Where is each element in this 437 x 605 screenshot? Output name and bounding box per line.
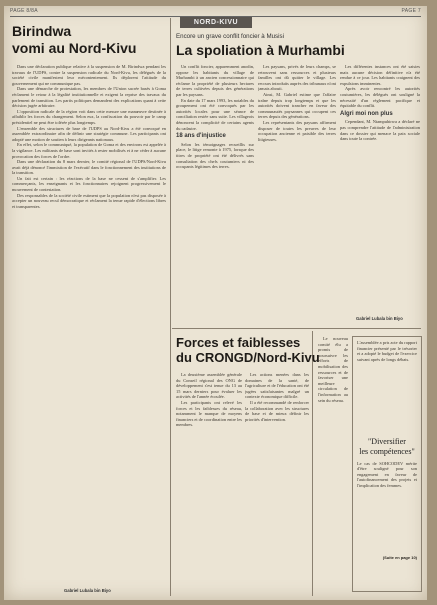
top-article-title: La spoliation à Murhambi [176, 42, 345, 58]
sidebar-box [352, 336, 422, 592]
paragraph: L'opposition radicale de la région voit dans cette mesure une manœuvre destinée à affaiblir les forces du changement. Selon eux, la confiscation du pouvoir par le camp présidentiel ne peut être tolérée plus longtemps. [12, 108, 166, 125]
left-article-title-line2: vomi au Nord-Kivu [12, 40, 137, 56]
top-article-kicker: Encore un grave conflit foncier à Musisi [176, 33, 284, 40]
sidebar-body-bottom: Le cas de SOHCODEV mérite d'être souligné pour son engagement en faveur de l'autofinancement des projets et l'implication des femmes. [357, 460, 417, 488]
top-article-subhead-2: Algri moi non plus [340, 110, 393, 117]
paragraph: Des responsables de la société civile estiment que la population n'est pas disposée à accepter un nouveau recul démocratique et réclament la tenue rapide d'élections libres et transparentes. [12, 192, 166, 209]
paragraph: Le nouveau comité élu a promis de poursuivre les efforts de mobilisation des ressources et de favoriser une meilleure circulation de l'information au sein du réseau. [318, 336, 348, 403]
bottom-article-col1 [176, 372, 242, 594]
paragraph: Les représentants des paysans affirment disposer de toutes les preuves de leur occupation ancienne et paisible des terres litigieuses. [258, 119, 336, 142]
left-article-byline: Gabriel Lubala bin Biyo [64, 588, 111, 593]
paragraph: Dans une démarche de protestation, les membres de l'Union sacrée basés à Goma réclament le retour à la légalité institutionnelle et exigent la reprise des travaux du parlement de transition. Les partis politiques demandent des explications quant à cette décision jugée arbitraire. [12, 86, 166, 109]
paragraph: En date du 17 mars 1993, les notables du groupement ont été convoqués par les autorités locales pour une séance de conciliation restée sans suite. Les villageois dénoncent la complicité de certains agents du cadastre. [176, 97, 254, 131]
paragraph: Dans une déclaration du 8 mars dernier, le comité régional de l'UDPS/Nord-Kivu avait déjà dénoncé l'immixtion de l'exécutif dans le fonctionnement des institutions de la transition. [12, 159, 166, 176]
left-article-title-line1: Birindwa [12, 23, 72, 39]
section-banner: NORD-KIVU [180, 17, 252, 28]
sidebar-title-line1: "Diversifier [368, 437, 406, 446]
sidebar-body-top: L'assemblée a pris acte du rapport financier présenté par le trésorier et a adopté le budget de l'exercice suivant après de longs débats. [357, 340, 417, 362]
paragraph: L'ensemble des structures de base de l'UDPS au Nord-Kivu a été convoqué en assemblée extraordinaire afin de définir une stratégie commune. Les participants ont adopté une motion de soutien à leurs dirigeants nationaux. [12, 125, 166, 142]
paragraph: En effet, selon le communiqué, la population de Goma et des environs est appelée à la vigilance. Les militants de base sont invités à rester mobilisés et à ne céder à aucune provocation des forces de l'ordre. [12, 142, 166, 159]
paragraph: Après avoir rencontré les autorités coutumières, les délégués ont souligné la nécessité d'un règlement pacifique et équitable du conflit. [340, 86, 420, 109]
paragraph: Cependant, M. Ntampuhirwa a déclaré ne pas comprendre l'attitude de l'administration dans ce dossier qui menace la paix sociale dans toute la contrée. [340, 119, 420, 142]
paragraph: Ainsi, M. Gabriel estime que l'affaire traîne depuis trop longtemps et que les autorités doivent trancher en faveur des communautés paysannes qui occupent ces terres depuis des générations. [258, 91, 336, 120]
paragraph: Les paysans, privés de leurs champs, se retrouvent sans ressources et plusieurs familles ont dû quitter le village. Les recours introduits auprès des tribunaux n'ont jamais abouti. [258, 64, 336, 92]
article-divider [172, 328, 421, 329]
top-article-byline: Gabriel Lubala bin Biyo [356, 316, 403, 321]
bottom-article-title-line2: du CRONGD/Nord-Kivu [176, 350, 320, 365]
running-head-left: PAGE 8/8A [10, 8, 38, 14]
paragraph: Les différentes instances ont été saisies mais aucune décision définitive n'a été rendue à ce jour. Les habitants craignent des expulsions imminentes. [340, 64, 420, 86]
running-head-right: PAGE 7 [401, 8, 421, 14]
paragraph: Un fait est certain : les réactions de la base ne cessent de s'amplifier. Les commerçants, les enseignants et les fonctionnaires rejoignent progressivement le mouvement de contestation. [12, 175, 166, 193]
newspaper-page [4, 6, 427, 600]
paragraph: Selon les témoignages recueillis sur place, le litige remonte à 1975, lorsque des titres de propriété ont été délivrés sans consultation des chefs coutumiers ni des occupants légitimes des terres. [176, 141, 254, 170]
sidebar-title-line2: les compétences" [359, 446, 415, 456]
paragraph: Un conflit foncier, apparemment anodin, oppose les habitants du village de Murhambi à un ancien concessionnaire qui réclame la propriété de plusieurs hectares de terres cultivées depuis des générations par les paysans. [176, 64, 254, 97]
paragraph: Les actions menées dans les domaines de la santé, de l'agriculture et de l'éducation ont été jugées satisfaisantes malgré un contexte économique difficile. [245, 372, 309, 400]
continued-note: (Suite en page 10) [382, 554, 417, 560]
paragraph: Les participants ont relevé les forces et les faiblesses du réseau, notamment le manque de moyens financiers et de coordination entre les membres. [176, 399, 242, 428]
top-article-col1 [176, 64, 254, 326]
sidebar-divider [312, 331, 313, 596]
bottom-article-col2 [245, 372, 309, 594]
top-article-col2 [258, 64, 336, 326]
bottom-article-title-line1: Forces et faiblesses [176, 335, 301, 350]
column-divider [170, 18, 171, 596]
left-article-body [12, 64, 166, 584]
top-article-col3 [340, 64, 420, 314]
bottom-article-col3 [318, 336, 348, 594]
paragraph: La deuxième assemblée générale du Conseil régional des ONG de développement s'est tenue du 13 au 15 mars derniers pour évaluer les activités de l'année écoulée. [176, 372, 242, 400]
top-article-subhead-1: 18 ans d'injustice [176, 133, 226, 140]
paragraph: Dans une déclaration publique relative à la suspension de M. Birindwa pendant les travaux de l'UDPS, contre la suspension radicale du Nord-Kivu, les délégués de la société civile manifestent leur mécontentement. Ils déplorent l'attitude du gouvernement qui ne communique pas. [12, 64, 166, 86]
paragraph: Il a été recommandé de renforcer la collaboration avec les structures de base et de mieux définir les priorités d'intervention. [245, 399, 309, 422]
